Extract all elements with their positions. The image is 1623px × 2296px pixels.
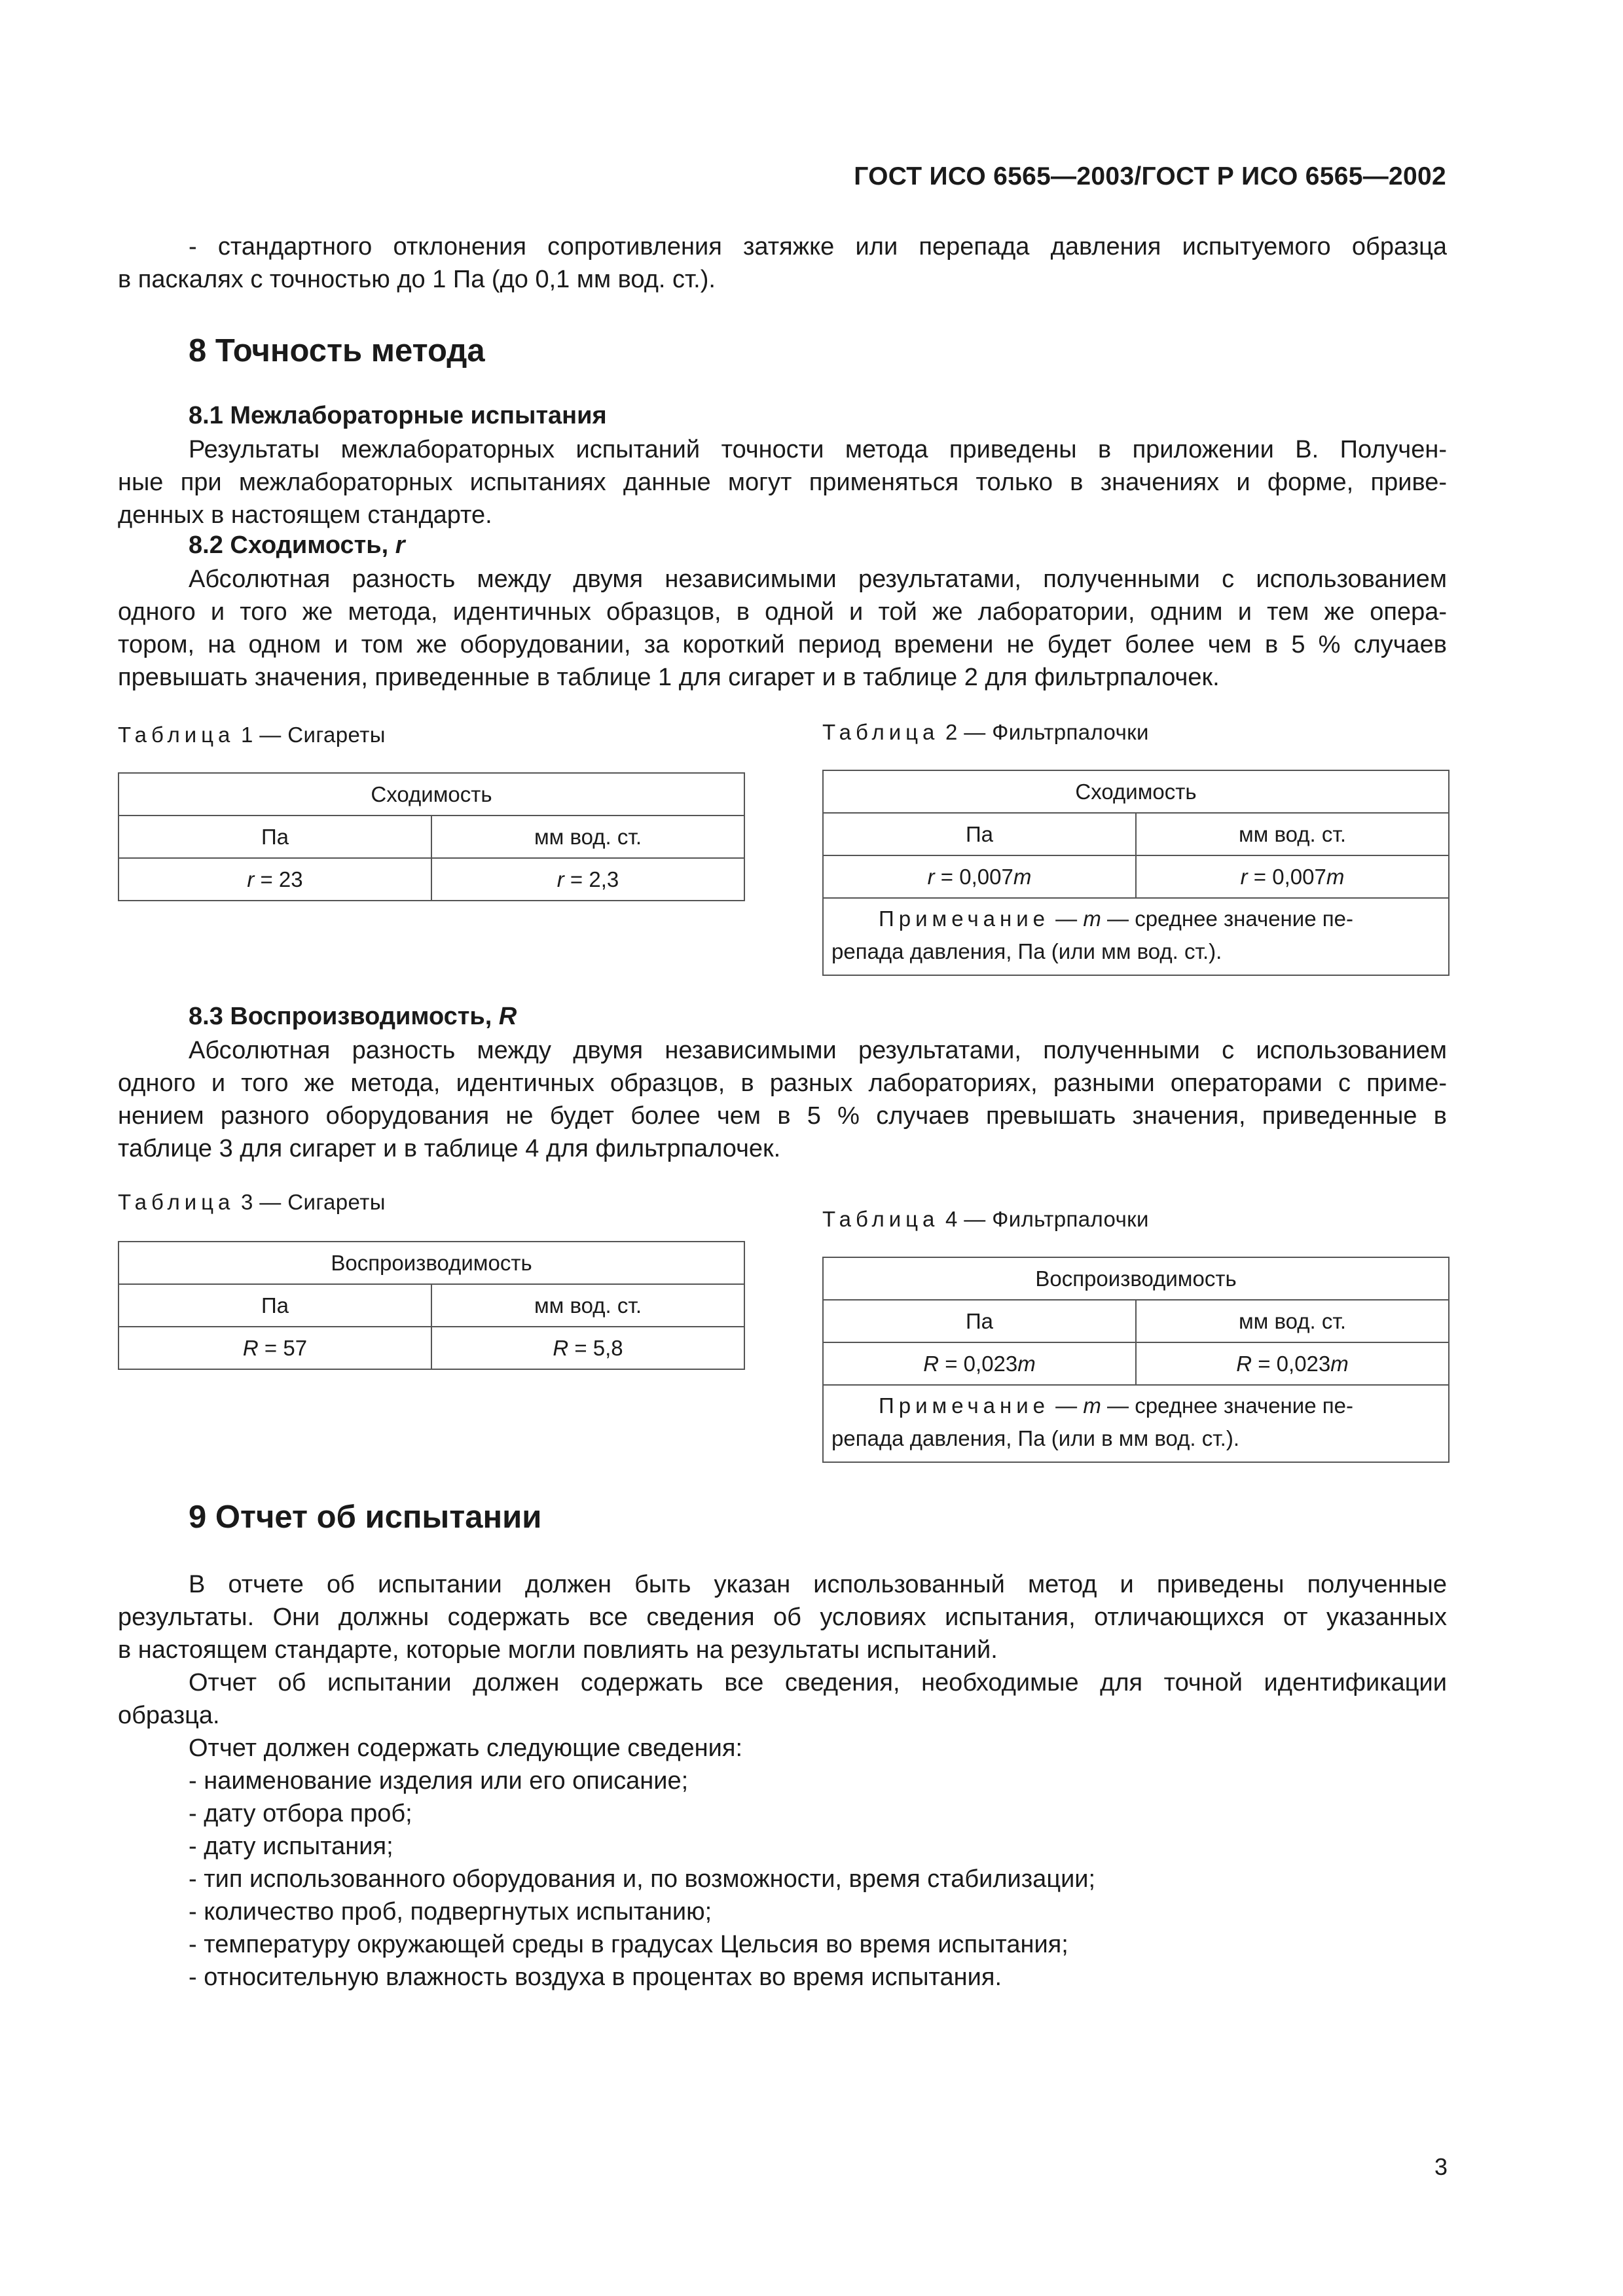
table-1-caption-word: Таблица: [118, 723, 235, 747]
table-3-col-pa: Па: [119, 1284, 431, 1327]
intro-line-2: в паскалях с точностью до 1 Па (до 0,1 мм вод. ст.).: [118, 266, 716, 293]
section-8-3-text: [118, 1034, 1447, 1165]
s9-p2-line-2: образца.: [118, 1702, 220, 1729]
list-item: - дату испытания;: [189, 1833, 393, 1860]
s81-line-2: ные при межлабораторных испытаниях данные могут применяться только в значениях и форме, приве-: [118, 469, 1447, 496]
table-2-col-mm: мм вод. ст.: [1136, 813, 1449, 855]
s9-p3: Отчет должен содержать следующие сведения:: [189, 1734, 743, 1762]
table-3-col-mm: мм вод. ст.: [431, 1284, 744, 1327]
table-2-col-pa: Па: [823, 813, 1136, 855]
s9-p1-line-2: результаты. Они должны содержать все сведения об условиях испытания, отличающихся от указанных: [118, 1604, 1447, 1631]
list-item: - относительную влажность воздуха в процентах во время испытания.: [189, 1964, 1002, 1991]
section-8-title: 8 Точность метода: [189, 333, 485, 368]
s82-line-1: Абсолютная разность между двумя независимыми результатами, полученными с использованием: [189, 565, 1447, 593]
table-3-caption: [118, 1190, 386, 1215]
section-8-3-title: [189, 1003, 517, 1031]
table-4-header: Воспроизводимость: [823, 1257, 1449, 1300]
page-number: 3: [1434, 2153, 1448, 2180]
table-3-header: Воспроизводимость: [119, 1242, 744, 1284]
table-4-value-mm: R = 0,023m: [1136, 1342, 1449, 1385]
table-4-note: Примечание — m — среднее значение пе- репада давления, Па (или в мм вод. ст.).: [823, 1385, 1449, 1462]
table-2-value-mm: r = 0,007m: [1136, 855, 1449, 898]
table-1-col-mm: мм вод. ст.: [431, 816, 744, 858]
intro-paragraph: [118, 230, 1447, 296]
table-4-col-mm: мм вод. ст.: [1136, 1300, 1449, 1342]
s83-line-1: Абсолютная разность между двумя независимыми результатами, полученными с использованием: [189, 1037, 1447, 1064]
table-3: [118, 1241, 745, 1370]
table-2-caption-word: Таблица: [822, 720, 939, 744]
intro-line-1: - стандартного отклонения сопротивления затяжке или перепада давления испытуемого образца: [189, 233, 1447, 260]
list-item: - тип использованного оборудования и, по возможности, время стабилизации;: [189, 1865, 1096, 1893]
section-9-text: [118, 1568, 1447, 1994]
table-2-caption-rest: 2 — Фильтрпалочки: [939, 720, 1149, 744]
s83-line-4: таблице 3 для сигарет и в таблице 4 для фильтрпалочек.: [118, 1135, 781, 1162]
table-2-note: Примечание — m — среднее значение пе- репада давления, Па (или мм вод. ст.).: [823, 898, 1449, 975]
document-code: ГОСТ ИСО 6565—2003/ГОСТ Р ИСО 6565—2002: [854, 162, 1446, 190]
section-8-1-title: 8.1 Межлабораторные испытания: [189, 402, 607, 429]
table-1-col-pa: Па: [119, 816, 431, 858]
table-4-caption-word: Таблица: [822, 1207, 939, 1231]
table-1-value-mm: r = 2,3: [431, 858, 744, 901]
table-1-caption: [118, 723, 386, 747]
table-4-col-pa: Па: [823, 1300, 1136, 1342]
section-9-title: 9 Отчет об испытании: [189, 1499, 542, 1535]
s81-line-3: денных в настоящем стандарте.: [118, 501, 492, 529]
table-2-header: Сходимость: [823, 770, 1449, 813]
s9-p1-line-3: в настоящем стандарте, которые могли повлиять на результаты испытаний.: [118, 1636, 998, 1664]
table-3-value-mm: R = 5,8: [431, 1327, 744, 1369]
s83-title-text: 8.3 Воспроизводимость,: [189, 1003, 499, 1030]
table-4-caption-rest: 4 — Фильтрпалочки: [939, 1207, 1149, 1231]
table-1-header: Сходимость: [119, 773, 744, 816]
s82-line-2: одного и того же метода, идентичных образцов, в одной и той же лаборатории, одним и тем же опера-: [118, 598, 1447, 626]
s82-title-text: 8.2 Сходимость,: [189, 531, 395, 559]
table-1-caption-rest: 1 — Сигареты: [234, 723, 386, 747]
section-8-1-text: [118, 433, 1447, 531]
s82-line-4: превышать значения, приведенные в таблице 1 для сигарет и в таблице 2 для фильтрпалочек.: [118, 664, 1220, 691]
table-4-value-pa: R = 0,023m: [823, 1342, 1136, 1385]
s83-line-3: нением разного оборудования не будет более чем в 5 % случаев превышать значения, приведенные в: [118, 1102, 1447, 1130]
s9-p1-line-1: В отчете об испытании должен быть указан использованный метод и приведены полученные: [189, 1571, 1447, 1598]
table-2-caption: [822, 720, 1149, 745]
list-item: - дату отбора проб;: [189, 1800, 412, 1827]
table-1: [118, 772, 745, 901]
section-8-2-title: [189, 531, 405, 560]
section-8-2-text: [118, 563, 1447, 694]
s83-line-2: одного и того же метода, идентичных образцов, в разных лабораториях, разными операторами с приме-: [118, 1069, 1447, 1097]
table-4: [822, 1257, 1450, 1463]
list-item: - температуру окружающей среды в градусах Цельсия во время испытания;: [189, 1931, 1068, 1958]
table-1-value-pa: r = 23: [119, 858, 431, 901]
table-2: [822, 770, 1450, 976]
s82-title-symbol: r: [395, 531, 405, 559]
table-3-caption-word: Таблица: [118, 1190, 235, 1214]
list-item: - наименование изделия или его описание;: [189, 1767, 689, 1795]
list-item: - количество проб, подвергнутых испытанию;: [189, 1898, 712, 1926]
table-3-caption-rest: 3 — Сигареты: [234, 1190, 386, 1214]
table-4-caption: [822, 1207, 1149, 1232]
s82-line-3: тором, на одном и том же оборудовании, за короткий период времени не будет более чем в 5 % случаев: [118, 631, 1447, 658]
s83-title-symbol: R: [498, 1003, 517, 1030]
table-3-value-pa: R = 57: [119, 1327, 431, 1369]
s9-p2-line-1: Отчет об испытании должен содержать все сведения, необходимые для точной идентификации: [189, 1669, 1447, 1696]
s81-line-1: Результаты межлабораторных испытаний точности метода приведены в приложении В. Получен-: [189, 436, 1447, 463]
table-2-value-pa: r = 0,007m: [823, 855, 1136, 898]
